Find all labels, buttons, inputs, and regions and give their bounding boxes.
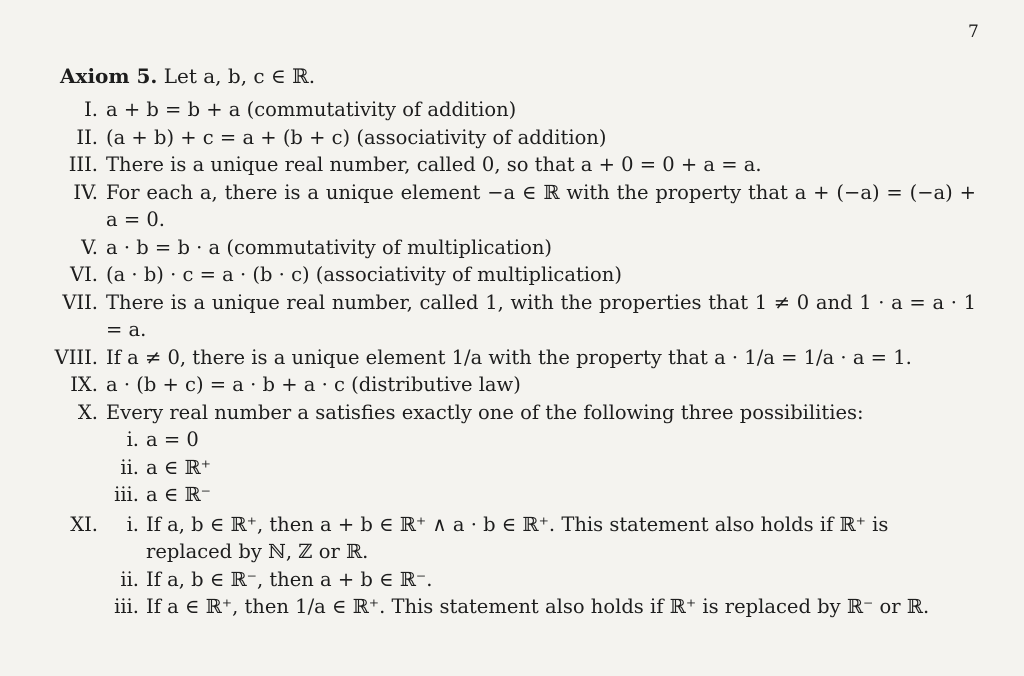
subitem-number: ii. bbox=[120, 455, 139, 479]
axiom-item bbox=[0, 234, 1024, 262]
subitem-text: If a ∈ ℝ⁺, then 1/a ∈ ℝ⁺. This statement also holds if ℝ⁺ is replaced by ℝ⁻ or ℝ. bbox=[146, 595, 930, 618]
subitem-number: i. bbox=[126, 512, 139, 536]
subitem-text: If a, b ∈ ℝ⁺, then a + b ∈ ℝ⁺ ∧ a · b ∈ ℝ⁺. This statement also holds if ℝ⁺ is replaced by ℕ, ℤ or ℝ. bbox=[146, 512, 889, 563]
subitem-text: a ∈ ℝ⁺ bbox=[146, 455, 211, 479]
axiom-heading bbox=[60, 64, 315, 88]
axiom-list bbox=[0, 96, 1024, 621]
axiom-text: If a ≠ 0, there is a unique element 1/a with the property that a · 1/a = 1/a · a = 1. bbox=[106, 345, 912, 369]
axiom-subitem bbox=[0, 593, 1024, 621]
axiom-text: a · (b + c) = a · b + a · c (distributive law) bbox=[106, 373, 521, 396]
axiom-text: Every real number a satisfies exactly one of the following three possibilities: bbox=[106, 400, 864, 424]
axiom-item bbox=[0, 371, 1024, 399]
axiom-item bbox=[0, 261, 1024, 289]
axiom-subitem bbox=[0, 481, 1024, 509]
axiom-subitem bbox=[0, 511, 1024, 566]
subitem-number: iii. bbox=[114, 595, 139, 618]
axiom-text: a · b = b · a (commutativity of multiplication) bbox=[106, 235, 552, 259]
axiom-text: There is a unique real number, called 0, so that a + 0 = 0 + a = a. bbox=[106, 153, 762, 176]
axiom-subitem bbox=[0, 566, 1024, 594]
axiom-item bbox=[0, 344, 1024, 372]
subitem-number: ii. bbox=[120, 567, 139, 591]
axiom-text: (a · b) · c = a · (b · c) (associativity of multiplication) bbox=[106, 263, 622, 286]
axiom-number: VIII. bbox=[54, 345, 98, 369]
subitem-text: a ∈ ℝ⁻ bbox=[146, 483, 211, 506]
page-number: 7 bbox=[968, 22, 979, 42]
axiom-text: There is a unique real number, called 1, with the properties that 1 ≠ 0 and 1 · a = a · 1 = a. bbox=[106, 290, 976, 341]
axiom-number: X. bbox=[77, 400, 98, 424]
axiom-label: Axiom 5. bbox=[60, 64, 158, 88]
axiom-item bbox=[0, 179, 1024, 234]
axiom-subitem bbox=[0, 426, 1024, 454]
axiom-number: I. bbox=[84, 98, 98, 121]
axiom-item bbox=[0, 399, 1024, 427]
axiom-text: (a + b) + c = a + (b + c) (associativity of addition) bbox=[106, 125, 607, 149]
axiom-number: XI. bbox=[70, 512, 98, 536]
axiom-number: VII. bbox=[62, 290, 98, 314]
axiom-intro: Let a, b, c ∈ ℝ. bbox=[163, 64, 316, 88]
axiom-number: II. bbox=[76, 125, 98, 149]
subitem-number: i. bbox=[126, 428, 139, 451]
axiom-text: For each a, there is a unique element −a ∈ ℝ with the property that a + (−a) = (−a) + a = 0. bbox=[106, 180, 976, 231]
axiom-number: IV. bbox=[73, 180, 98, 204]
subitem-number: iii. bbox=[114, 483, 139, 506]
axiom-number: IX. bbox=[70, 373, 98, 396]
axiom-item bbox=[0, 289, 1024, 344]
axiom-subitem bbox=[0, 454, 1024, 482]
axiom-item bbox=[0, 124, 1024, 152]
axiom-number: V. bbox=[81, 235, 98, 259]
axiom-item bbox=[0, 96, 1024, 124]
axiom-number: III. bbox=[68, 153, 98, 176]
axiom-text: a + b = b + a (commutativity of addition) bbox=[106, 98, 517, 121]
subitem-text: If a, b ∈ ℝ⁻, then a + b ∈ ℝ⁻. bbox=[146, 567, 433, 591]
subitem-text: a = 0 bbox=[146, 428, 199, 451]
axiom-item bbox=[0, 151, 1024, 179]
axiom-number: VI. bbox=[70, 263, 98, 286]
